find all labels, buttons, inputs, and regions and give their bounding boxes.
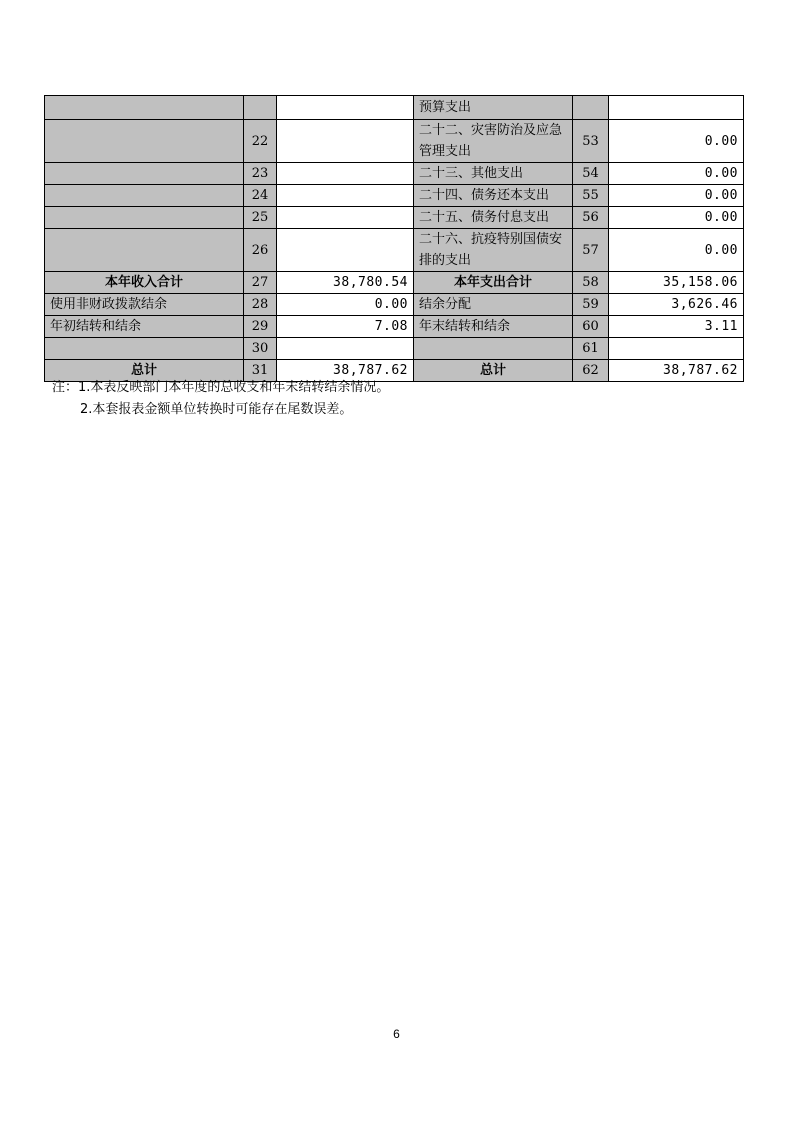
income-item-cell xyxy=(45,96,244,120)
expense-line-no: 56 xyxy=(573,207,609,229)
table-row xyxy=(45,120,744,163)
expense-item-cell: 预算支出 xyxy=(414,96,573,120)
income-amount: 0.00 xyxy=(277,294,414,316)
income-amount xyxy=(277,229,414,272)
income-line-no: 25 xyxy=(244,207,277,229)
income-amount xyxy=(277,338,414,360)
note-line-2: 2.本套报表金额单位转换时可能存在尾数误差。 xyxy=(80,402,353,417)
income-amount xyxy=(277,163,414,185)
expense-line-no: 53 xyxy=(573,120,609,163)
table-row xyxy=(45,207,744,229)
expense-line-no xyxy=(573,96,609,120)
income-line-no: 22 xyxy=(244,120,277,163)
income-total-label: 本年收入合计 xyxy=(45,272,244,294)
income-item-cell: 使用非财政拨款结余 xyxy=(45,294,244,316)
expense-item-cell: 二十四、债务还本支出 xyxy=(414,185,573,207)
expense-total-label: 本年支出合计 xyxy=(414,272,573,294)
table-row xyxy=(45,185,744,207)
table-row xyxy=(45,163,744,185)
income-item-cell xyxy=(45,229,244,272)
expense-amount: 0.00 xyxy=(609,120,744,163)
expense-item-cell: 年末结转和结余 xyxy=(414,316,573,338)
income-item-cell xyxy=(45,338,244,360)
expense-line-no: 58 xyxy=(573,272,609,294)
expense-amount: 3,626.46 xyxy=(609,294,744,316)
expense-amount: 35,158.06 xyxy=(609,272,744,294)
income-line-no: 27 xyxy=(244,272,277,294)
table-row xyxy=(45,338,744,360)
income-line-no: 24 xyxy=(244,185,277,207)
expense-line-no: 55 xyxy=(573,185,609,207)
expense-line-no: 61 xyxy=(573,338,609,360)
expense-item-cell: 二十六、抗疫特别国债安排的支出 xyxy=(414,229,573,272)
expense-amount: 0.00 xyxy=(609,185,744,207)
expense-amount xyxy=(609,338,744,360)
expense-line-no: 57 xyxy=(573,229,609,272)
expense-item-cell: 二十五、债务付息支出 xyxy=(414,207,573,229)
table-row xyxy=(45,96,744,120)
income-line-no: 28 xyxy=(244,294,277,316)
income-line-no xyxy=(244,96,277,120)
expense-amount: 0.00 xyxy=(609,207,744,229)
income-amount: 38,787.62 xyxy=(277,360,414,382)
income-item-cell xyxy=(45,207,244,229)
page-number: 6 xyxy=(393,1027,400,1041)
income-item-cell xyxy=(45,185,244,207)
expense-line-no: 59 xyxy=(573,294,609,316)
income-amount: 7.08 xyxy=(277,316,414,338)
expense-amount: 0.00 xyxy=(609,163,744,185)
income-amount xyxy=(277,207,414,229)
income-amount: 38,780.54 xyxy=(277,272,414,294)
income-line-no: 30 xyxy=(244,338,277,360)
expense-line-no: 62 xyxy=(573,360,609,382)
income-grand-total-label: 总计 xyxy=(45,360,244,382)
income-line-no: 29 xyxy=(244,316,277,338)
final-accounts-table xyxy=(44,95,744,382)
income-line-no: 23 xyxy=(244,163,277,185)
income-item-cell: 年初结转和结余 xyxy=(45,316,244,338)
expense-amount: 38,787.62 xyxy=(609,360,744,382)
expense-amount: 0.00 xyxy=(609,229,744,272)
expense-item-cell: 二十三、其他支出 xyxy=(414,163,573,185)
income-line-no: 26 xyxy=(244,229,277,272)
income-amount xyxy=(277,185,414,207)
expense-amount: 3.11 xyxy=(609,316,744,338)
expense-grand-total-label: 总计 xyxy=(414,360,573,382)
expense-item-cell xyxy=(414,338,573,360)
expense-item-cell: 二十二、灾害防治及应急管理支出 xyxy=(414,120,573,163)
table-row xyxy=(45,294,744,316)
table-row xyxy=(45,272,744,294)
income-amount xyxy=(277,120,414,163)
income-line-no: 31 xyxy=(244,360,277,382)
expense-line-no: 54 xyxy=(573,163,609,185)
income-amount xyxy=(277,96,414,120)
note-line-1: 注：1.本表反映部门本年度的总收支和年末结转结余情况。 xyxy=(52,380,390,395)
income-item-cell xyxy=(45,120,244,163)
expense-item-cell: 结余分配 xyxy=(414,294,573,316)
table-row xyxy=(45,229,744,272)
expense-amount xyxy=(609,96,744,120)
expense-line-no: 60 xyxy=(573,316,609,338)
income-item-cell xyxy=(45,163,244,185)
table-row xyxy=(45,316,744,338)
